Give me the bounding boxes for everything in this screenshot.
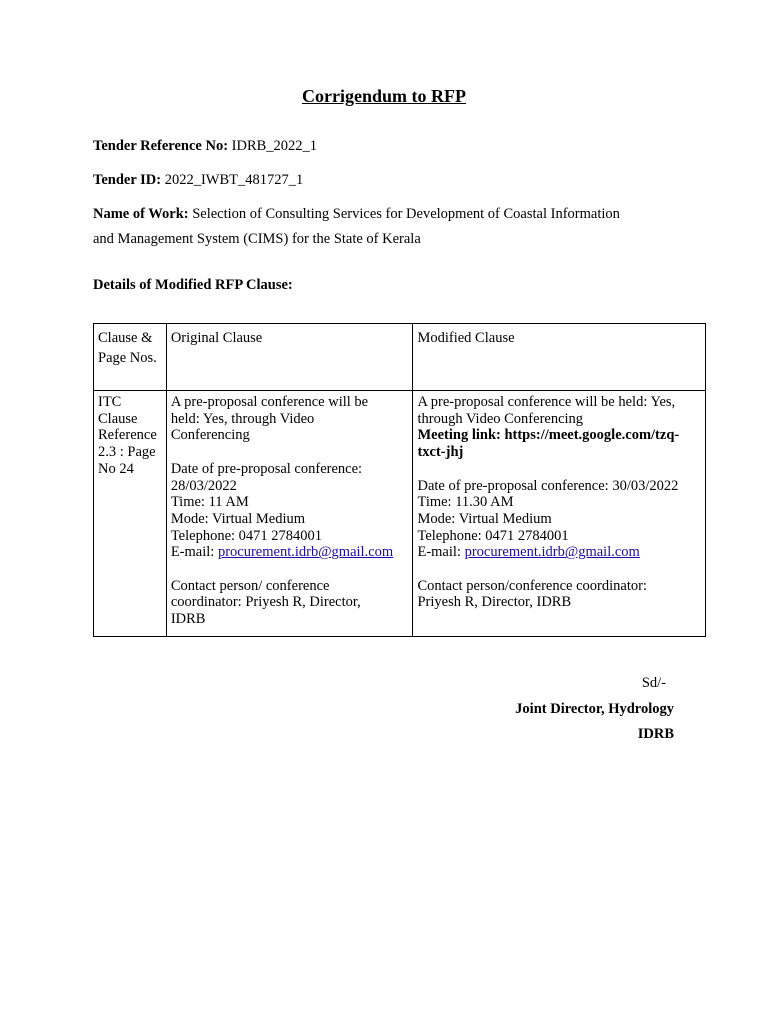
mod-email-label: E-mail: (417, 544, 465, 561)
signature-sd: Sd/- (641, 675, 666, 691)
mod-conf-line2: through Video Conferencing (417, 410, 584, 427)
mod-mode: Mode: Virtual Medium (417, 510, 552, 527)
table-header-row (94, 324, 706, 391)
mod-email (417, 544, 705, 561)
orig-contact-line1: Contact person/ conference (170, 577, 330, 594)
mod-date: Date of pre-proposal conference: 30/03/2022 (417, 477, 679, 494)
name-of-work-label: Name of Work: (93, 206, 189, 222)
header-clause-line2: Page Nos. (98, 350, 157, 366)
header-clause-line1: Clause & (98, 330, 153, 346)
mod-meeting-line2: txct-jhj (417, 444, 464, 461)
section-heading: Details of Modified RFP Clause: (93, 277, 293, 293)
mod-conf-line1: A pre-proposal conference will be held: Yes, (417, 394, 676, 410)
clause-cell (94, 391, 167, 637)
orig-time: Time: 11 AM (170, 494, 249, 511)
orig-contact-line2: coordinator: Priyesh R, Director, (170, 594, 361, 611)
name-of-work-line1: Selection of Consulting Services for Development of Coastal Information (192, 206, 620, 222)
tender-reference (93, 134, 683, 159)
mod-time: Time: 11.30 AM (417, 494, 514, 511)
page-title: Corrigendum to RFP (302, 86, 466, 106)
tender-id (93, 168, 683, 193)
orig-date-value: 28/03/2022 (170, 477, 237, 494)
name-of-work-line2: and Management System (CIMS) for the State of Kerala (93, 231, 421, 247)
orig-conf-line3: Conferencing (170, 427, 250, 444)
clause-line: ITC (98, 394, 122, 410)
clause-line: Reference (98, 427, 157, 444)
mod-contact-line2: Priyesh R, Director, IDRB (417, 594, 572, 611)
orig-conf-line1: A pre-proposal conference will be (170, 394, 369, 410)
mod-telephone: Telephone: 0471 2784001 (417, 527, 569, 544)
name-of-work (93, 202, 683, 252)
orig-email (171, 544, 413, 561)
orig-mode: Mode: Virtual Medium (170, 510, 306, 527)
table-row (94, 391, 706, 637)
clause-line: 2.3 : Page (98, 444, 156, 461)
mod-email-link[interactable]: procurement.idrb@gmail.com (464, 544, 640, 561)
orig-email-link[interactable]: procurement.idrb@gmail.com (217, 544, 394, 561)
original-clause-cell (166, 391, 413, 637)
clause-line: No 24 (98, 460, 134, 477)
signature-organization: IDRB (637, 726, 674, 742)
orig-date-label: Date of pre-proposal conference: (170, 460, 363, 477)
orig-conf-line2: held: Yes, through Video (170, 410, 315, 427)
tender-id-value: 2022_IWBT_481727_1 (164, 172, 304, 188)
header-original: Original Clause (166, 324, 413, 391)
orig-telephone: Telephone: 0471 2784001 (170, 527, 323, 544)
header-modified: Modified Clause (413, 324, 706, 391)
tender-id-label: Tender ID: (93, 172, 162, 188)
orig-contact-line3: IDRB (170, 611, 206, 628)
signature-designation: Joint Director, Hydrology (515, 701, 674, 717)
mod-meeting-line1: Meeting link: https://meet.google.com/tzq- (417, 427, 680, 444)
modified-clause-cell (413, 391, 706, 637)
mod-contact-line1: Contact person/conference coordinator: (417, 577, 647, 594)
clause-line: Clause (98, 410, 138, 427)
tender-reference-value: IDRB_2022_1 (231, 138, 318, 154)
header-clause (94, 324, 167, 391)
orig-email-label: E-mail: (170, 544, 218, 561)
tender-reference-label: Tender Reference No: (93, 138, 229, 154)
clause-table (93, 323, 706, 637)
